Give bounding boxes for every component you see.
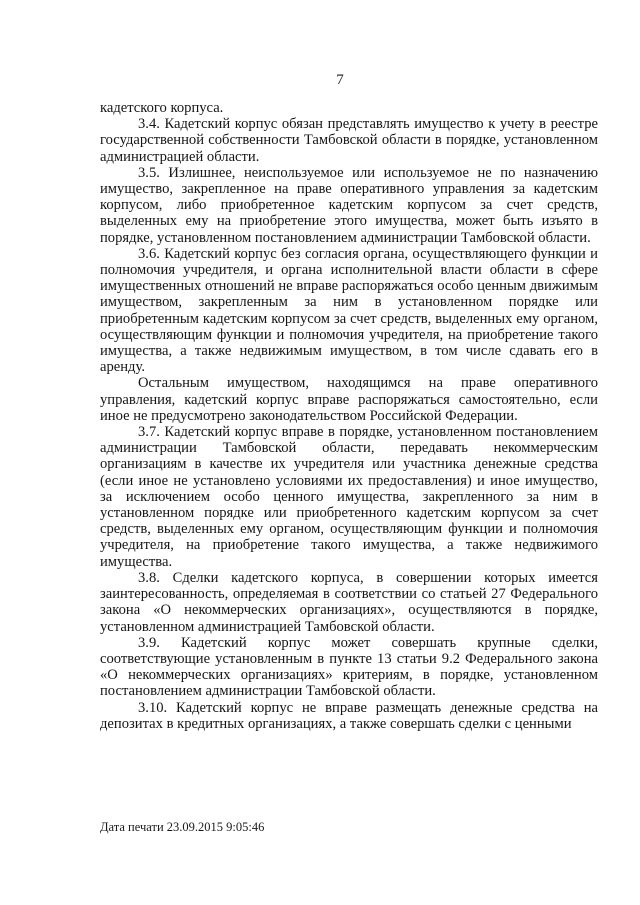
paragraph: 3.9. Кадетский корпус может совершать крупные сделки, соответствующие установленным в пункте 13 статьи 9.2 Федерального закона «О некоммерческих организациях» критериям, в порядке, установленном постановлением администрации Тамбовской области. — [100, 634, 598, 700]
print-date-footer: Дата печати 23.09.2015 9:05:46 — [100, 820, 265, 834]
body-text — [100, 100, 598, 732]
page-number: 7 — [336, 72, 344, 88]
paragraph: Остальным имуществом, находящимся на праве оперативного управления, кадетский корпус вправе распоряжаться самостоятельно, если иное не предусмотрено законодательством Российской Федерации. — [100, 375, 598, 424]
paragraph: 3.4. Кадетский корпус обязан представлять имущество к учету в реестре государственной собственности Тамбовской области в порядке, установленном администрацией области. — [100, 116, 598, 165]
paragraph: кадетского корпуса. — [100, 100, 224, 116]
paragraph: 3.10. Кадетский корпус не вправе размещать денежные средства на депозитах в кредитных организациях, а также совершать сделки с ценными — [100, 699, 598, 732]
paragraph: 3.7. Кадетский корпус вправе в порядке, установленном постановлением администрации Тамбовской области, передавать некоммерческим организациям в качестве их учредителя или участника денежные средства (если иное не установлено условиями их предоставления) и иное имущество, за исключением особо ценного имущества, закрепленного за ним в установленном порядке или приобретенного кадетским корпусом за счет средств, выделенных ему органом, осуществляющим функции и полномочия учредителя, на приобретение такого имущества, а также недвижимого имущества. — [100, 424, 598, 570]
paragraph: 3.5. Излишнее, неиспользуемое или используемое не по назначению имущество, закрепленное на праве оперативного управления за кадетским корпусом, либо приобретенное кадетским корпусом за счет средств, выделенных ему на приобретение этого имущества, может быть изъято в порядке, установленном постановлением администрации Тамбовской области. — [100, 164, 598, 246]
paragraph: 3.8. Сделки кадетского корпуса, в совершении которых имеется заинтересованность, определяемая в соответствии со статьей 27 Федерального закона «О некоммерческих организациях», осуществляются в порядке, установленном администрацией Тамбовской области. — [100, 569, 598, 635]
paragraph: 3.6. Кадетский корпус без согласия органа, осуществляющего функции и полномочия учредителя, и органа исполнительной власти области в сфере имущественных отношений не вправе распоряжаться особо ценным движимым имуществом, закрепленным за ним в установленном порядке или приобретенным кадетским корпусом за счет средств, выделенных ему органом, осуществляющим функции и полномочия учредителя, на приобретение такого имущества, а также недвижимым имуществом, в том числе сдавать его в аренду. — [100, 245, 598, 376]
